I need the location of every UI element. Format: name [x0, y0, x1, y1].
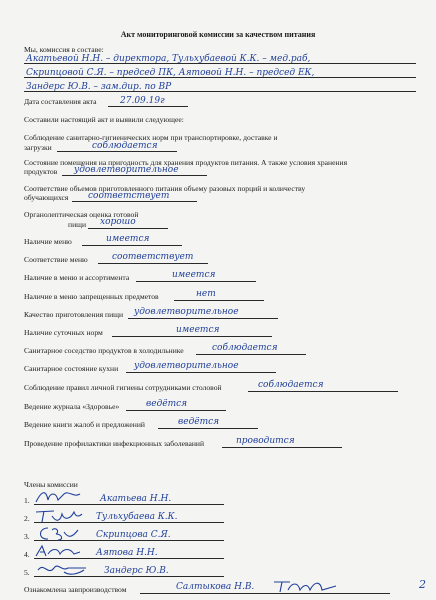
acknowledged-signature-icon [270, 576, 340, 596]
volumes-label-1: Соответствие объемов приготовленного питания объему разовых порций и количеству [24, 184, 306, 193]
member-4-name: Аятова Н.Н. [96, 548, 158, 558]
member-2-signature-icon [34, 506, 84, 524]
members-label: Члены комиссии [24, 480, 78, 489]
menu-match-line [98, 263, 208, 264]
commission-label: Мы, комиссия в составе: [24, 45, 104, 54]
acknowledged-line [140, 593, 390, 594]
cooking-quality-line [128, 318, 278, 319]
daily-norms-line [112, 336, 272, 337]
storage-label-2: продуктов [24, 167, 58, 176]
member-5-name: Зандерс Ю.В. [104, 566, 169, 576]
volumes-line [72, 201, 197, 202]
organoleptic-label-2: пищи [68, 220, 87, 229]
daily-norms-value: имеется [176, 325, 220, 335]
transport-line [57, 151, 177, 152]
prevention-label: Проведение профилактики инфекционных заболеваний [24, 439, 205, 448]
date-value: 27.09.19г [120, 96, 165, 106]
forbidden-value: нет [196, 289, 216, 299]
organoleptic-label-1: Органолептическая оценка готовой [24, 210, 139, 219]
kitchen-value: удовлетворительное [134, 361, 239, 371]
menu-assortment-value: имеется [172, 270, 216, 280]
prevention-line [222, 447, 342, 448]
health-journal-line [126, 410, 226, 411]
cooking-quality-label: Качество приготовления пищи [24, 310, 124, 319]
daily-norms-label: Наличие суточных норм [24, 328, 103, 337]
menu-match-label: Соответствие меню [24, 255, 88, 264]
menu-assortment-line [136, 281, 256, 282]
complaints-book-label: Ведение книги жалоб и предложений [24, 420, 145, 429]
forbidden-line [174, 300, 264, 301]
member-2-num: 2. [24, 514, 30, 523]
kitchen-label: Санитарное состояние кухни [24, 364, 119, 373]
storage-label-1: Состояние помещения на пригодность для хранения продуктов питания. А также условия хранения [24, 158, 348, 167]
complaints-book-line [158, 428, 258, 429]
intro-text: Составили настоящий акт и выявили следующее: [24, 115, 184, 124]
health-journal-label: Ведение журнала «Здоровье» [24, 402, 120, 411]
menu-present-line [82, 245, 182, 246]
fridge-line [196, 354, 306, 355]
volumes-value: соответствует [88, 191, 170, 201]
menu-present-label: Наличие меню [24, 237, 72, 246]
date-label: Дата составления акта [24, 97, 97, 106]
member-5-num: 5. [24, 568, 30, 577]
acknowledged-label: Ознакомлена завпроизводством [24, 585, 127, 594]
cooking-quality-value: удовлетворительное [134, 307, 239, 317]
commission-members-line-2: Скрипцовой С.Я. – председ ПК, Аятовой Н.Н. – председ ЕК, [26, 68, 315, 78]
prevention-value: проводится [236, 436, 295, 446]
member-1-signature-icon [34, 488, 84, 506]
acknowledged-name: Салтыкова Н.В. [176, 582, 255, 592]
fridge-label: Санитарное соседство продуктов в холодильнике [24, 346, 184, 355]
hygiene-value: соблюдается [258, 380, 324, 390]
member-3-signature-icon [34, 524, 84, 542]
page-number: 2 [419, 578, 426, 591]
health-journal-value: ведётся [146, 399, 188, 409]
transport-label-1: Соблюдение санитарно-гигиенических норм при транспортировке, доставке и [24, 133, 278, 142]
member-3-num: 3. [24, 532, 30, 541]
menu-assortment-label: Наличие в меню и ассортимента [24, 273, 130, 282]
member-1-name: Акатьева Н.Н. [100, 494, 172, 504]
fridge-value: соблюдается [212, 343, 278, 353]
member-3-name: Скрипцова С.Я. [96, 530, 171, 540]
organoleptic-value: хорошо [100, 217, 136, 227]
date-line [108, 106, 188, 107]
storage-line [62, 175, 207, 176]
commission-members-line-1: Акатьевой Н.Н. – директора, Тульхубаевой К.К. – мед.раб, [26, 54, 311, 64]
complaints-book-value: ведётся [178, 417, 220, 427]
hygiene-label: Соблюдение правил личной гигиены сотрудниками столовой [24, 383, 222, 392]
storage-value: удовлетворительное [74, 165, 179, 175]
organoleptic-line [88, 228, 168, 229]
kitchen-line [126, 372, 276, 373]
member-5-signature-icon [34, 558, 90, 578]
transport-value: соблюдается [92, 141, 158, 151]
document-title: Акт мониторинговой комиссии за качеством питания [120, 30, 316, 39]
member-2-name: Тульхубаева К.К. [96, 512, 178, 522]
hygiene-line [248, 391, 398, 392]
member-4-num: 4. [24, 550, 30, 559]
member-1-num: 1. [24, 496, 30, 505]
volumes-label-2: обучающихся [24, 193, 69, 202]
menu-present-value: имеется [106, 234, 150, 244]
transport-label-2: загрузки [24, 143, 52, 152]
forbidden-label: Наличие в меню запрещенных предметов [24, 292, 159, 301]
menu-match-value: соответствует [112, 252, 194, 262]
commission-members-line-3: Зандерс Ю.В. – зам.дир. по ВР [26, 82, 172, 92]
